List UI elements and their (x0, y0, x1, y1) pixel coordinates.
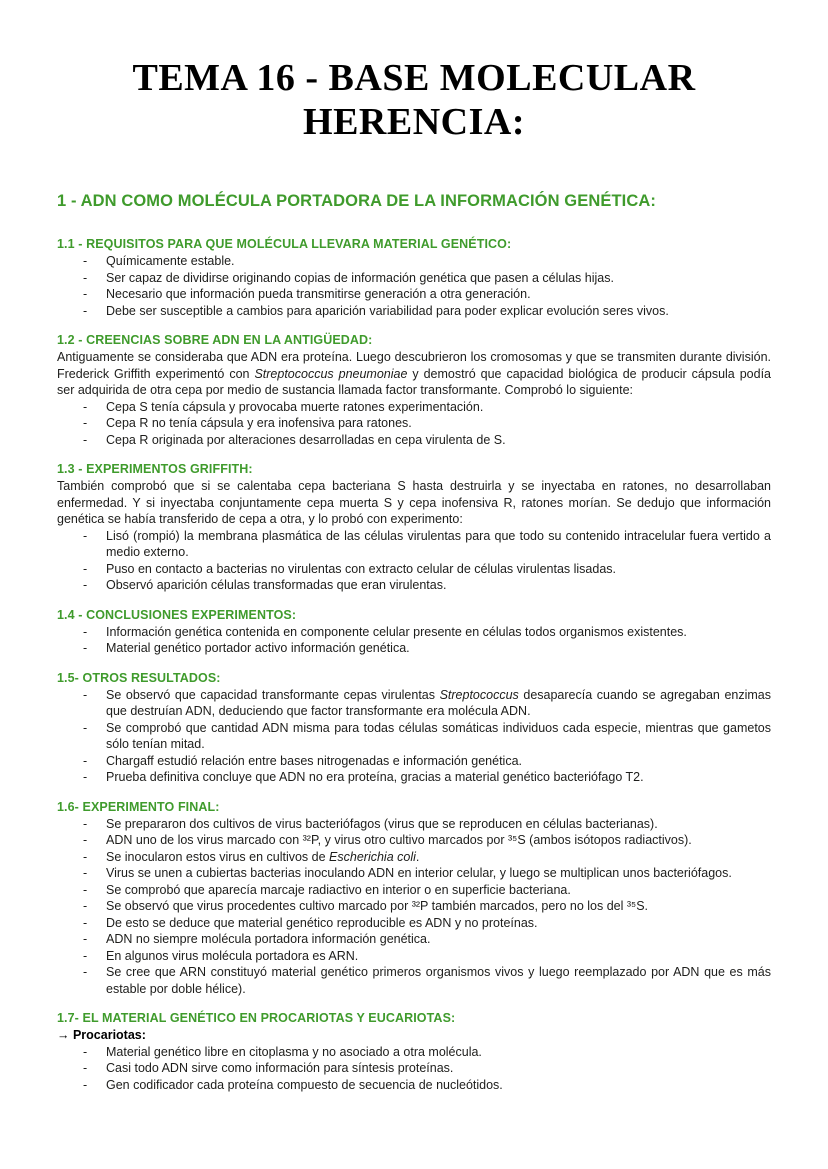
bullet-item: - Prueba definitiva concluye que ADN no era proteína, gracias a material genético bacteriófago T2. (57, 769, 771, 786)
bullet-item: - Material genético portador activo información genética. (57, 640, 771, 657)
bullet-item: - Se prepararon dos cultivos de virus bacteriófagos (virus que se reproducen en células bacterianas). (57, 816, 771, 833)
section (57, 800, 771, 998)
bullet-item: - Se cree que ARN constituyó material genético primeros organismos vivos y luego reemplazado por ADN que es más estable por doble hélice). (57, 964, 771, 997)
section-heading: 1.2 - CREENCIAS SOBRE ADN EN LA ANTIGÜEDAD: (57, 333, 373, 347)
bullet-item: - Gen codificador cada proteína compuesto de secuencia de nucleótidos. (57, 1077, 771, 1094)
section (57, 333, 771, 448)
section (57, 1011, 771, 1093)
bullet-list (57, 816, 771, 998)
bullet-item: - Cepa R originada por alteraciones desarrolladas en cepa virulenta de S. (57, 432, 771, 449)
text-segment: . (415, 849, 420, 864)
section-heading: 1.5- OTROS RESULTADOS: (57, 670, 221, 685)
bullet-item: - Lisó (rompió) la membrana plasmática de las células virulentas para que todo su contenido intracelular fuera vertido a medio externo. (57, 528, 771, 561)
section (57, 608, 771, 657)
bullet-item: - Se observó que virus procedentes cultivo marcado por ³²P también marcados, pero no los del ³⁵S. (57, 898, 771, 915)
section (57, 237, 771, 319)
section-heading: 1.4 - CONCLUSIONES EXPERIMENTOS: (57, 607, 297, 622)
section-heading: 1.1 - REQUISITOS PARA QUE MOLÉCULA LLEVARA MATERIAL GENÉTICO: (57, 237, 512, 251)
text-segment: Se observó que capacidad transformante cepas virulentas (106, 687, 440, 702)
bullet-item: - Químicamente estable. (57, 253, 771, 270)
bullet-item: - Debe ser susceptible a cambios para aparición variabilidad para poder explicar evolución seres vivos. (57, 303, 771, 320)
bullet-item: - Cepa S tenía cápsula y provocaba muerte ratones experimentación. (57, 399, 771, 416)
bullet-item: - Información genética contenida en componente celular presente en células todos organismos existentes. (57, 624, 771, 641)
bullet-item: - Casi todo ADN sirve como información para síntesis proteínas. (57, 1060, 771, 1077)
main-section-heading: 1 - ADN COMO MOLÉCULA PORTADORA DE LA INFORMACIÓN GENÉTICA: (57, 192, 656, 210)
bullet-list (57, 253, 771, 319)
bullet-item: - Se comprobó que cantidad ADN misma para todas células somáticas individuos cada especie, mientras que gametos sólo tenían mitad. (57, 720, 771, 753)
bullet-list (57, 1044, 771, 1094)
section (57, 671, 771, 786)
bullet-item: - En algunos virus molécula portadora es ARN. (57, 948, 771, 965)
bullet-item: - ADN no siempre molécula portadora información genética. (57, 931, 771, 948)
text-segment: Antiguamente se consideraba que ADN era proteína. Luego descubrieron los cromosomas y que se transmiten durante división. Frederick Griffith experimentó con (57, 350, 771, 381)
text-segment: Se inocularon estos virus en cultivos de (106, 849, 330, 864)
italic-text: Streptococcus (439, 687, 519, 702)
text-segment: desaparecía cuando se agregaban enzimas que destruían ADN, deduciendo que factor transformante era molécula ADN. (106, 687, 771, 718)
bullet-item (57, 687, 771, 720)
bullet-item: - Ser capaz de dividirse originando copias de información genética que pasen a células hijas. (57, 270, 771, 287)
bullet-item: - ADN uno de los virus marcado con ³²P, y virus otro cultivo marcados por ³⁵S (ambos isótopos radiactivos). (57, 832, 771, 849)
subsection-label: → Procariotas: (57, 1028, 146, 1042)
section (57, 462, 771, 594)
bullet-item: - Puso en contacto a bacterias no virulentas con extracto celular de células virulentas lisadas. (57, 561, 771, 578)
bullet-item: - De esto se deduce que material genético reproducible es ADN y no proteínas. (57, 915, 771, 932)
bullet-list (57, 687, 771, 786)
bullet-item: - Necesario que información pueda transmitirse generación a otra generación. (57, 286, 771, 303)
bullet-item: - Se comprobó que aparecía marcaje radiactivo en interior o en superficie bacteriana. (57, 882, 771, 899)
text-segment: También comprobó que si se calentaba cepa bacteriana S hasta destruirla y se inyectaba en ratones, no desarrollaban enfermedad. Y si inyectaba conjuntamente cepa muerta S y cepa inofensiva R, ratones morían. Se dedujo que información genética se había transferido de cepa a otra, y lo probó con experimento: (57, 479, 771, 526)
sections (57, 237, 771, 1093)
bullet-item: - Cepa R no tenía cápsula y era inofensiva para ratones. (57, 415, 771, 432)
bullet-item: - Observó aparición células transformadas que eran virulentas. (57, 577, 771, 594)
section-heading: 1.7- EL MATERIAL GENÉTICO EN PROCARIOTAS Y EUCARIOTAS: (57, 1011, 456, 1025)
italic-text: Streptococcus pneumoniae (254, 366, 408, 381)
section-paragraph (57, 349, 771, 399)
bullet-item: - Material genético libre en citoplasma y no asociado a otra molécula. (57, 1044, 771, 1061)
bullet-list (57, 528, 771, 594)
section-heading: 1.6- EXPERIMENTO FINAL: (57, 799, 220, 814)
text-segment: y demostró que capacidad biológica de producir cápsula podía ser adquirida de otra cepa por medio de sustancia llamada factor transformante. Comprobó lo siguiente: (57, 366, 771, 397)
bullet-list (57, 624, 771, 657)
bullet-item: - Virus se unen a cubiertas bacterias inoculando ADN en interior celular, y luego se multiplican unos bacteriófagos. (57, 865, 771, 882)
section-heading: 1.3 - EXPERIMENTOS GRIFFITH: (57, 462, 253, 476)
italic-text: Escherichia coli (329, 849, 416, 864)
bullet-item (57, 849, 771, 866)
section-paragraph (57, 478, 771, 528)
document-title: TEMA 16 - BASE MOLECULAR HERENCIA: (132, 57, 696, 143)
bullet-list (57, 399, 771, 449)
bullet-item: - Chargaff estudió relación entre bases nitrogenadas e información genética. (57, 753, 771, 770)
